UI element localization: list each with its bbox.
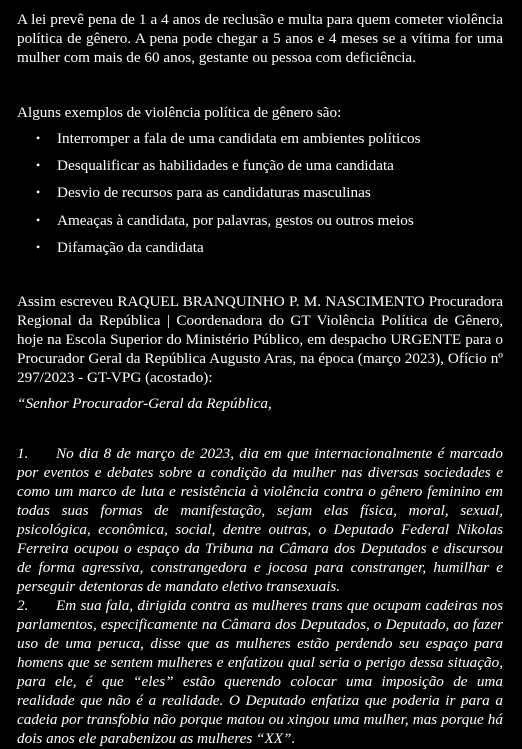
salutation: “Senhor Procurador-Geral da República,: [17, 395, 272, 412]
document-page: [17, 0, 503, 749]
list-item: [17, 211, 503, 238]
examples-list: [17, 129, 503, 265]
list-item-text: Ameaças à candidata, por palavras, gestos ou outros meios: [57, 211, 414, 229]
list-item: [17, 183, 503, 210]
bullet-icon: •: [36, 131, 41, 145]
bullet-icon: •: [36, 158, 41, 173]
examples-title: Alguns exemplos de violência política de gênero são:: [17, 104, 342, 121]
paragraph-number: 1.: [17, 445, 29, 462]
list-item-text: Interromper a fala de uma candidata em ambientes políticos: [57, 130, 421, 147]
list-item-text: Desvio de recursos para as candidaturas masculinas: [57, 184, 371, 202]
list-item: [17, 238, 503, 265]
author-paragraph: Assim escreveu RAQUEL BRANQUINHO P. M. NASCIMENTO Procuradora Regional da República | Coordenadora do GT Violência Política de Gênero, hoje na Escola Superior do Ministério Público, em despacho URGENTE para o Procurador Geral da República Augusto Aras, na época (março 2023), Ofício nº 297/2023 - GT-VPG (acostado):: [17, 293, 503, 386]
paragraph-text: Em sua fala, dirigida contra as mulheres trans que ocupam cadeiras nos parlamentos, especificamente na Câmara dos Deputados, o Deputado, ao fazer uso de uma peruca, disse que as mulheres estão perdendo seu espaço para homens que se sentem mulheres e enfatizou qual seria o perigo dessa situação, para ele, é que “eles” estão querendo colocar uma imposição de uma realidade que não é a realidade. O Deputado enfatiza que poderia ir para a cadeia por transfobia não porque matou ou xingou uma mulher, mas porque há dois anos ele parabenizou as mulheres “XX”.: [17, 597, 503, 747]
numbered-paragraph: [17, 444, 503, 596]
intro-paragraph: A lei prevê pena de 1 a 4 anos de reclusão e multa para quem cometer violência política de gênero. A pena pode chegar a 5 anos e 4 meses se a vítima for uma mulher com mais de 60 anos, gestante ou pessoa com deficiência.: [17, 11, 503, 66]
numbered-paragraph: [17, 596, 503, 748]
bullet-icon: •: [36, 212, 41, 227]
paragraph-number: 2.: [17, 597, 29, 614]
list-item: [17, 129, 503, 156]
list-item-text: Desqualificar as habilidades e função de uma candidata: [57, 157, 394, 175]
bullet-icon: •: [36, 185, 41, 200]
bullet-icon: •: [36, 239, 41, 254]
list-item-text: Difamação da candidata: [57, 238, 204, 256]
paragraph-text: No dia 8 de março de 2023, dia em que internacionalmente é marcado por eventos e debates sobre a condição da mulher nas diversas sociedades e como um marco de luta e resistência à violência contra o gênero feminino em todas suas formas de manifestação, sejam elas física, moral, sexual, psicológica, econômica, social, dentre outras, o Deputado Federal Nikolas Ferreira ocupou o espaço da Tribuna na Câmara dos Deputados e discursou de forma agressiva, constrangedora e jocosa para constranger, humilhar e perseguir detentoras de mandato eletivo transexuais.: [17, 445, 503, 595]
list-item: [17, 156, 503, 183]
